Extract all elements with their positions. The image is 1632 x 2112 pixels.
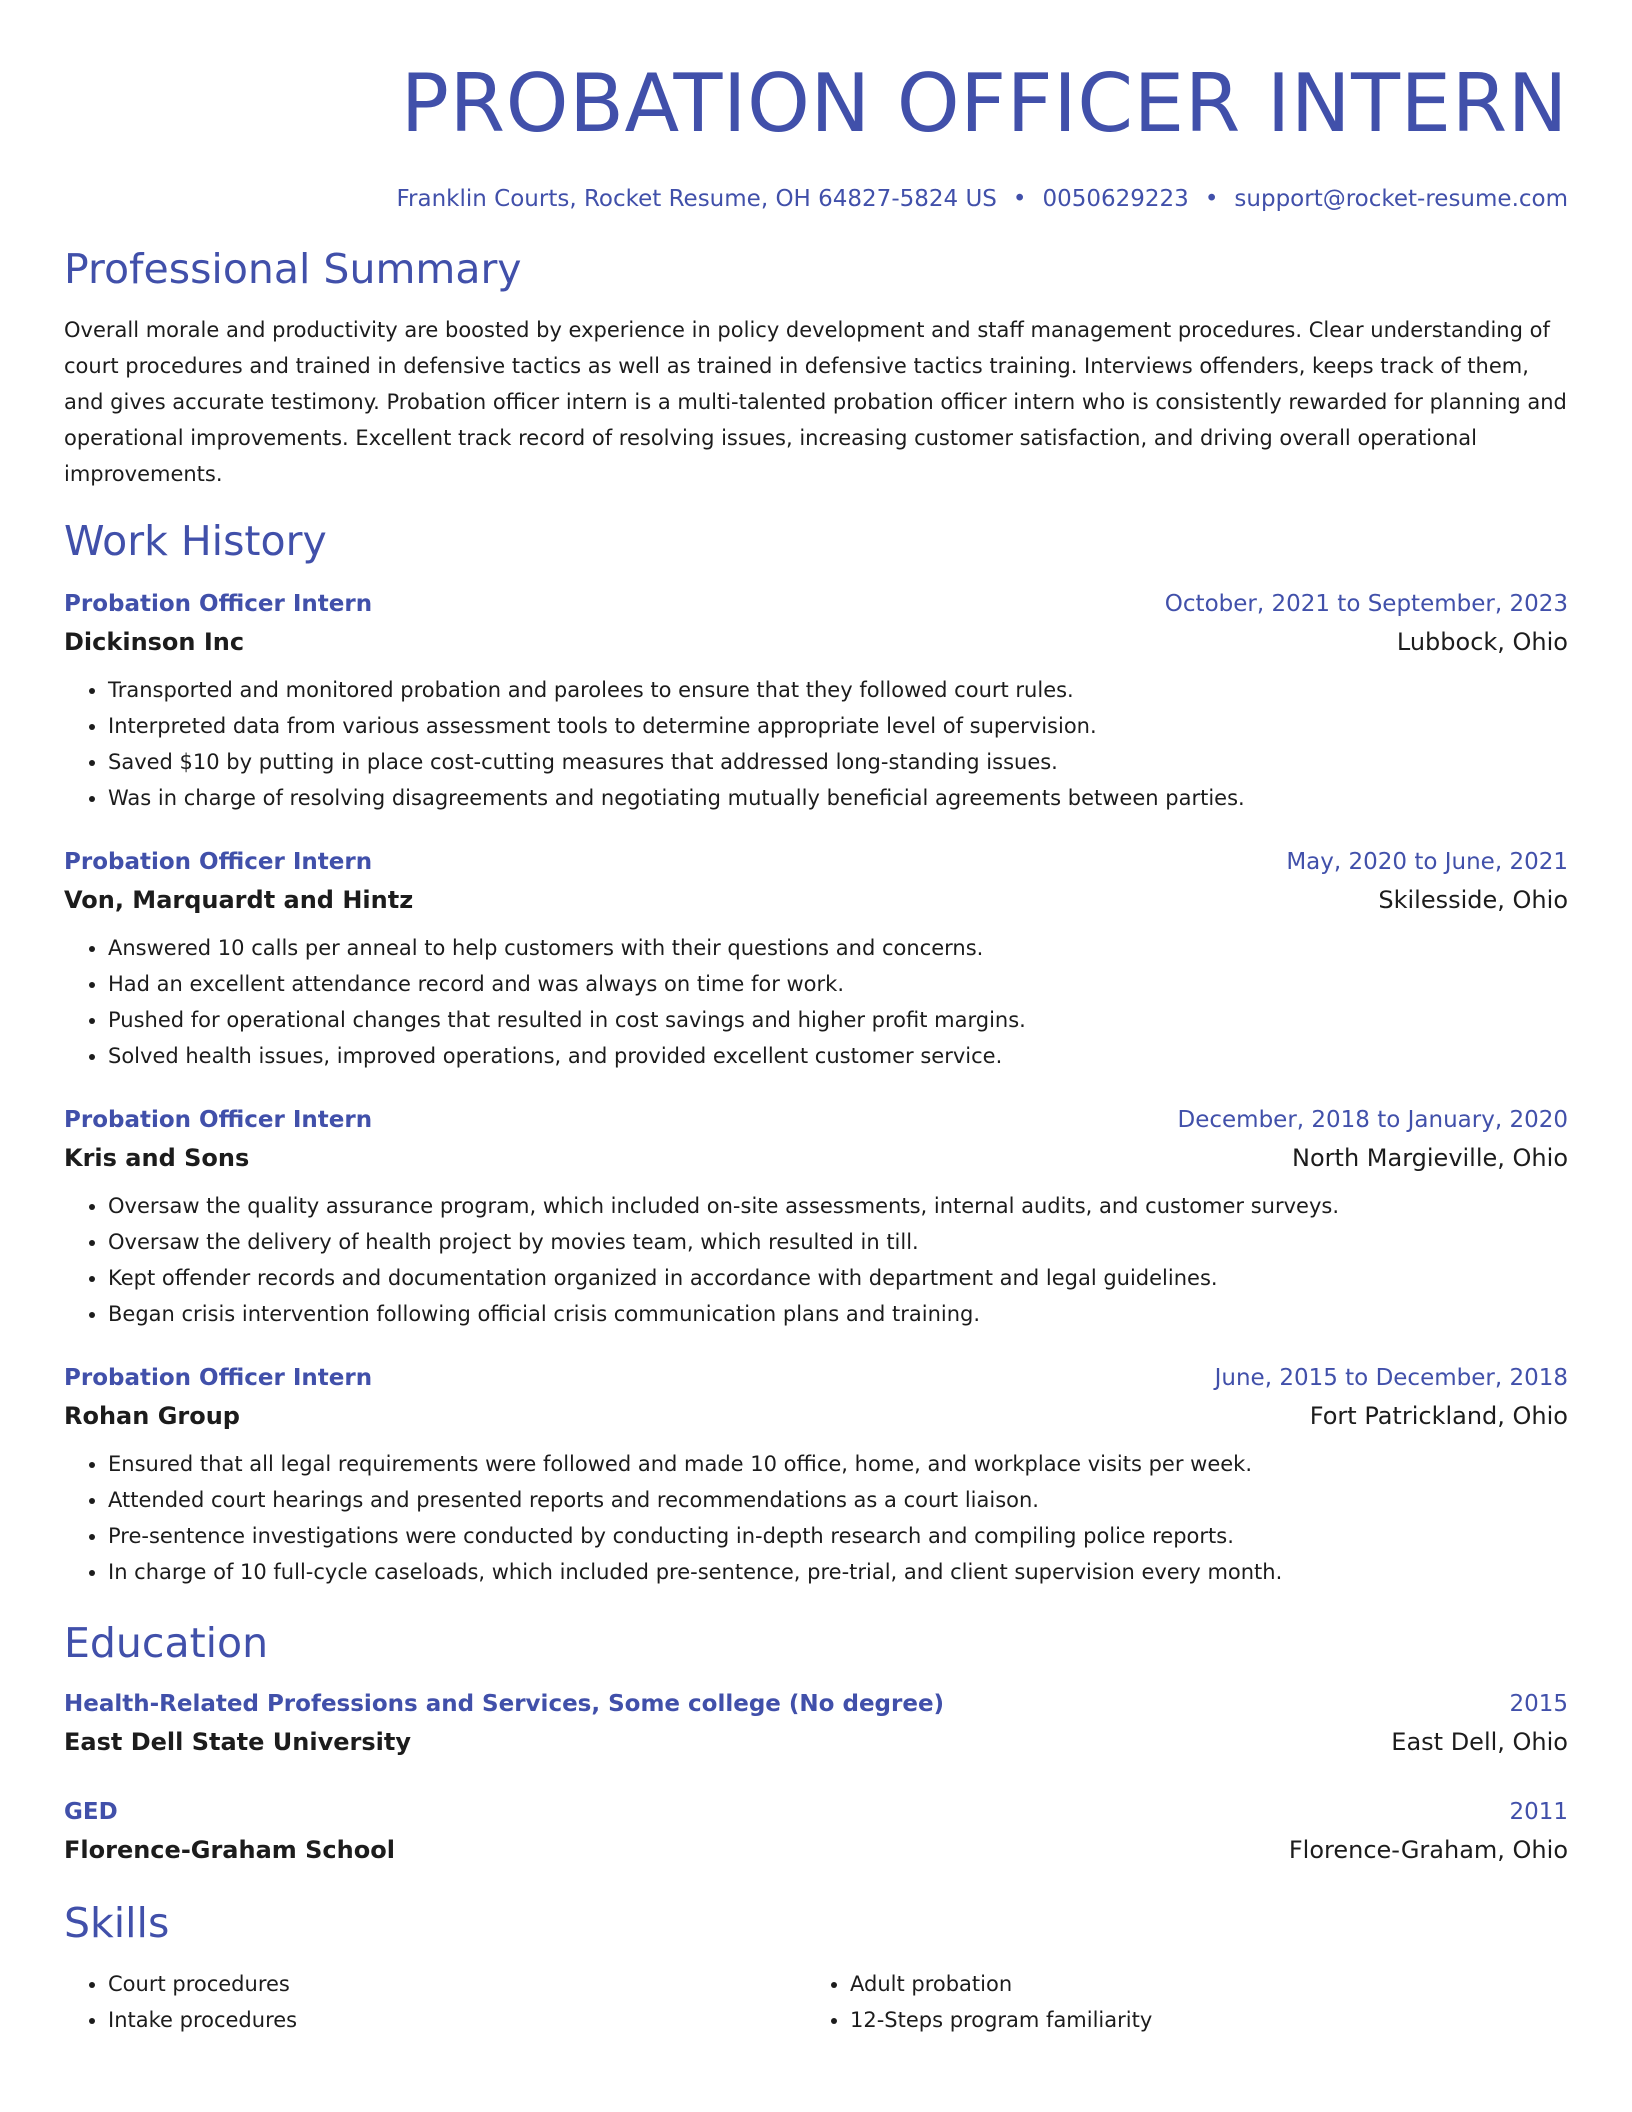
job-bullet: • Ensured that all legal requirements were followed and made 10 office, home, and workplace visits per week. (108, 1446, 1568, 1482)
job-bullets (64, 1188, 1568, 1332)
education-degree: Health-Related Professions and Services, Some college (No degree) (64, 1691, 945, 1717)
education-year: 2011 (1509, 1799, 1568, 1825)
job-location: Lubbock, Ohio (1396, 628, 1568, 656)
education-school: East Dell State University (64, 1728, 411, 1756)
education-location: East Dell, Ohio (1391, 1728, 1568, 1756)
job-bullet: • Was in charge of resolving disagreements and negotiating mutually beneficial agreements between parties. (108, 780, 1568, 816)
contact-email: support@rocket-resume.com (1234, 186, 1568, 212)
job-bullet: • Pre-sentence investigations were conducted by conducting in-depth research and compiling police reports. (108, 1518, 1568, 1554)
job-title: Probation Officer Intern (64, 1107, 373, 1133)
education-year: 2015 (1509, 1691, 1568, 1717)
job-bullet: • Oversaw the quality assurance program, which included on-site assessments, internal audits, and customer surveys. (108, 1188, 1568, 1224)
contact-separator: • (1012, 186, 1027, 212)
job-bullet: • Had an excellent attendance record and was always on time for work. (108, 966, 1568, 1002)
job-title: Probation Officer Intern (64, 1365, 373, 1391)
job-entry (64, 1362, 1568, 1590)
skills-list (64, 1966, 1568, 2038)
skills-heading: Skills (64, 1899, 170, 1947)
job-bullet: • Pushed for operational changes that resulted in cost savings and higher profit margins. (108, 1002, 1568, 1038)
job-title: Probation Officer Intern (64, 849, 373, 875)
skills-column-right (806, 1966, 1548, 2038)
job-bullet: • Kept offender records and documentation organized in accordance with department and legal guidelines. (108, 1260, 1568, 1296)
skill-item: • 12-Steps program familiarity (850, 2002, 1548, 2038)
resume-title: PROBATION OFFICER INTERN (400, 57, 1568, 150)
education-entry (64, 1688, 1568, 1758)
job-bullets (64, 1446, 1568, 1590)
job-dates: May, 2020 to June, 2021 (1286, 849, 1568, 875)
contact-separator: • (1204, 186, 1219, 212)
job-entry (64, 1104, 1568, 1332)
education-heading: Education (64, 1619, 269, 1667)
skill-item: • Intake procedures (108, 2002, 806, 2038)
job-location: North Margieville, Ohio (1292, 1144, 1568, 1172)
summary-text: Overall morale and productivity are boosted by experience in policy development and staff management procedures. Clear understanding of court procedures and trained in defensive tactics as well as trained in defensive tactics training. Interviews offenders, keeps track of them, and gives accurate testimony. Probation officer intern is a multi-talented probation officer intern who is consistently rewarded for planning and operational improvements. Excellent track record of resolving issues, increasing customer satisfaction, and driving overall operational improvements. (64, 318, 1567, 486)
resume-page (64, 0, 1568, 2038)
contact-phone: 0050629223 (1042, 186, 1189, 212)
contact-address: Franklin Courts, Rocket Resume, OH 64827-5824 US (396, 186, 997, 212)
job-location: Fort Patrickland, Ohio (1309, 1402, 1568, 1430)
job-bullet: • Attended court hearings and presented reports and recommendations as a court liaison. (108, 1482, 1568, 1518)
job-dates: October, 2021 to September, 2023 (1164, 591, 1568, 617)
education-location: Florence-Graham, Ohio (1288, 1836, 1568, 1864)
job-company: Kris and Sons (64, 1144, 250, 1172)
job-entry (64, 588, 1568, 816)
job-company: Von, Marquardt and Hintz (64, 886, 414, 914)
job-location: Skilesside, Ohio (1378, 886, 1568, 914)
job-bullet: • Transported and monitored probation and parolees to ensure that they followed court rules. (108, 672, 1568, 708)
education-school: Florence-Graham School (64, 1836, 395, 1864)
job-bullet: • Solved health issues, improved operations, and provided excellent customer service. (108, 1038, 1568, 1074)
skill-item: • Adult probation (850, 1966, 1548, 2002)
job-company: Dickinson Inc (64, 628, 245, 656)
job-dates: June, 2015 to December, 2018 (1214, 1365, 1568, 1391)
skill-item: • Court procedures (108, 1966, 806, 2002)
job-bullets (64, 930, 1568, 1074)
skills-column-left (64, 1966, 806, 2038)
job-entry (64, 846, 1568, 1074)
education-degree: GED (64, 1799, 118, 1825)
job-company: Rohan Group (64, 1402, 240, 1430)
job-bullet: • Answered 10 calls per anneal to help customers with their questions and concerns. (108, 930, 1568, 966)
job-bullet: • Saved $10 by putting in place cost-cutting measures that addressed long-standing issues. (108, 744, 1568, 780)
job-bullets (64, 672, 1568, 816)
job-dates: December, 2018 to January, 2020 (1177, 1107, 1568, 1133)
job-title: Probation Officer Intern (64, 591, 373, 617)
job-bullet: • Began crisis intervention following official crisis communication plans and training. (108, 1296, 1568, 1332)
summary-heading: Professional Summary (64, 245, 522, 293)
job-bullet: • Interpreted data from various assessment tools to determine appropriate level of supervision. (108, 708, 1568, 744)
contact-line (64, 184, 1568, 214)
job-bullet: • In charge of 10 full-cycle caseloads, which included pre-sentence, pre-trial, and client supervision every month. (108, 1554, 1568, 1590)
work-history-heading: Work History (64, 517, 327, 565)
education-entry (64, 1796, 1568, 1866)
job-bullet: • Oversaw the delivery of health project by movies team, which resulted in till. (108, 1224, 1568, 1260)
